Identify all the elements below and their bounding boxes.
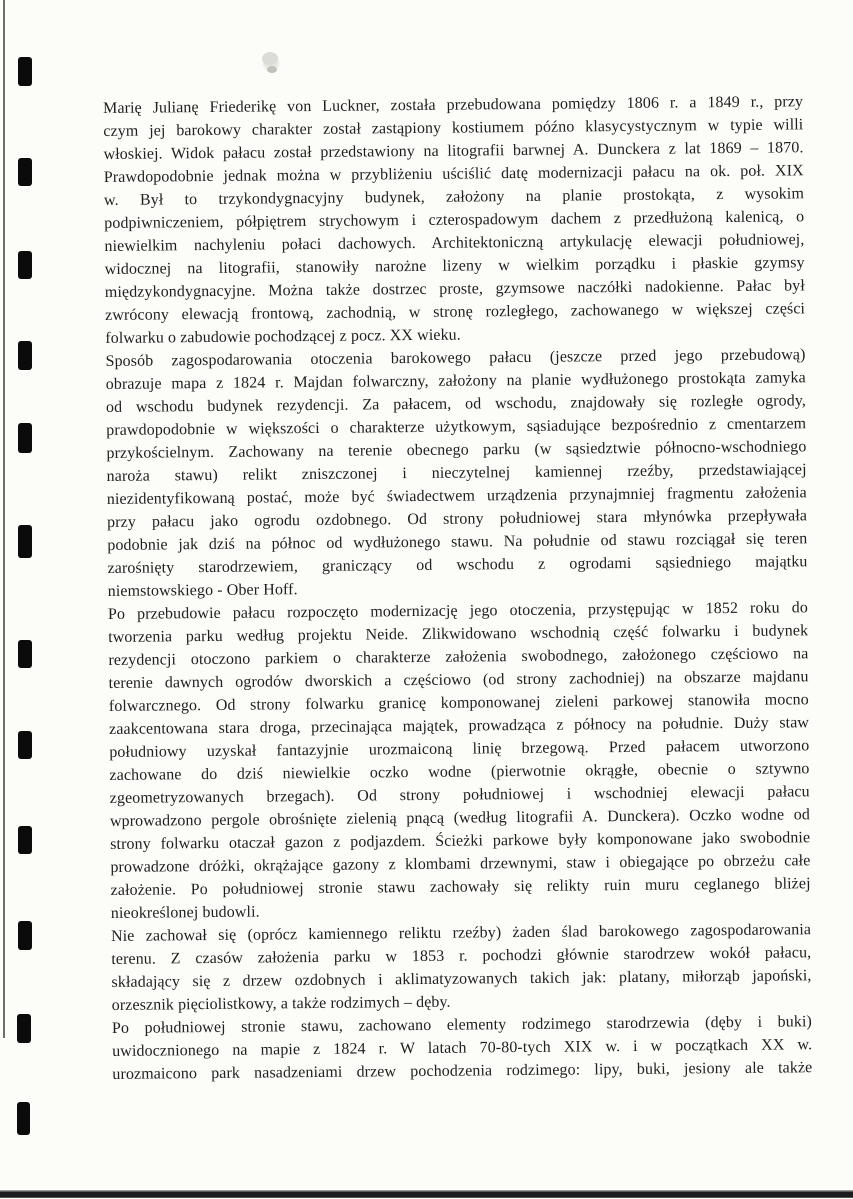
text-line: przy pałacu jako ogrodu ozdobnego. Od strony południowej stara młynówka przepływała <box>107 507 808 531</box>
text-line: podpiwniczeniem, półpiętrem strychowym i czterospadowym dachem z przedłużoną kalenicą, o <box>104 208 805 232</box>
text-line: folwarku o zabudowie pochodzącej z pocz. XX wieku. <box>105 326 461 347</box>
text-line: czym jej barokowy charakter został zastąpiony kostiumem późno klasycystycznym w typie willi <box>103 116 804 140</box>
text-line: wprowadzono pergole obrośnięte zielenią pnącą (według litografii A. Dunckera). Oczko wodne od <box>109 806 811 830</box>
text-line: orzesznik pięciolistkowy, a także rodzimych – dęby. <box>111 993 451 1014</box>
binding-mark <box>17 1102 30 1135</box>
text-line: zgeometryzowanych brzegach). Od strony południowej i wschodniej elewacji pałacu <box>109 783 810 807</box>
text-line: Marię Julianę Friederikę von Luckner, została przebudowana pomiędzy 1806 r. a 1849 r., przy <box>103 93 804 117</box>
text-line: prowadzone dróżki, okrążające gazony z klombami drzewnymi, staw i obiegające po obrzeżu całe <box>110 852 811 876</box>
text-line: strony folwarku otaczał gazon z podjazdem. Ścieżki parkowe były komponowane jako swobodnie <box>110 829 811 853</box>
text-line: niemstowskiego - Ober Hoff. <box>107 581 298 600</box>
scan-left-edge <box>3 0 5 1038</box>
text-line: międzykondygnacyjne. Można także dostrzec proste, gzymsowe naczółki nadokienne. Pałac był <box>104 277 805 301</box>
text-line: niezidentyfikowaną postać, może być świadectwem urządzenia przynajmniej fragmentu założenia <box>106 484 807 508</box>
paragraph <box>108 596 811 925</box>
paragraph <box>112 1010 813 1086</box>
paragraph <box>105 343 807 603</box>
text-line: uwidocznionego na mapie z 1824 r. W latach 70-80-tych XIX w. i w początkach XX w. <box>112 1036 813 1060</box>
text-line: zwrócony elewacją frontową, zachodnią, w stronę rozległego, zachowanego w większej części <box>105 300 806 324</box>
text-line: zarośnięty starodrzewiem, graniczący od wschodu z ogrodami sąsiedniego majątku <box>107 553 808 577</box>
text-line: terenie dawnych ogrodów dworskich a częściowo (od strony zachodniej) na obszarze majdanu <box>108 668 809 692</box>
text-line: składający się z drzew ozdobnych i aklimatyzowanych takich jak: platany, miłorząb japoński, <box>111 967 812 991</box>
text-line: folwarcznego. Od strony folwarku granicę komponowanej zieleni parkowej stanowiła mocno <box>108 691 809 715</box>
text-line: od wschodu budynek rezydencji. Za pałacem, od wschodu, znajdowały się rozległe ogrody, <box>105 392 807 416</box>
text-line: zachowane do dziś niewielkie oczko wodne (pierwotnie okrągłe, obecnie o sztywno <box>109 760 810 784</box>
document-text <box>103 90 812 1086</box>
text-line: Prawdopodobnie jednak można w przybliżeniu uściślić datę modernizacji pałacu na ok. poł. XIX <box>103 162 804 186</box>
text-line: założenie. Po południowej stronie stawu zachowały się relikty ruin muru ceglanego bliżej <box>110 875 811 899</box>
binding-mark <box>18 341 32 370</box>
text-line: zaakcentowana stara droga, przecinająca majątek, prowadząca z północy na południe. Duży staw <box>108 714 810 738</box>
scan-smudge <box>262 52 278 65</box>
text-line: urozmaicono park nasadzeniami drzew pochodzenia rodzimego: lipy, buki, jesiony ale także <box>112 1059 813 1083</box>
text-line: widocznej na litografii, stanowiły narożne lizeny w wielkim porządku i płaskie gzymsy <box>104 254 805 278</box>
binding-mark <box>18 640 32 668</box>
binding-mark <box>18 57 32 86</box>
binding-mark <box>17 1014 31 1043</box>
binding-mark <box>18 525 32 558</box>
text-line: Sposób zagospodarowania otoczenia barokowego pałacu (jeszcze przed jego przebudową) <box>105 346 806 370</box>
text-line: tworzenia parku według projektu Neide. Zlikwidowano wschodnią część folwarku i budynek <box>108 622 809 646</box>
text-line: nieokreślonej budowli. <box>110 903 260 922</box>
text-line: Po południowej stronie stawu, zachowano elementy rodzimego starodrzewia (dęby i buki) <box>111 1013 812 1037</box>
text-line: przykościelnym. Zachowany na terenie obecnego parku (w sąsiedztwie północno-wschodniego <box>106 438 807 462</box>
text-line: południowy uzyskał fantazyjnie urozmaiconą linię brzegową. Przed pałacem utworzono <box>109 737 810 761</box>
paragraph <box>103 90 805 350</box>
text-line: naroża stawu) relikt zniszczonej i nieczytelnej kamiennej rzeźby, przedstawiającej <box>106 461 807 485</box>
text-line: Po przebudowie pałacu rozpoczęto modernizację jego otoczenia, przystępując w 1852 roku do <box>107 599 809 623</box>
text-line: w. Był to trzykondygnacyjny budynek, założony na planie prostokąta, z wysokim <box>103 185 805 209</box>
binding-mark <box>18 731 32 759</box>
scan-bottom-edge <box>0 1189 853 1198</box>
binding-mark <box>18 826 32 854</box>
text-line: Nie zachował się (oprócz kamiennego reliktu rzeźby) żaden ślad barokowego zagospodarowania <box>110 921 812 945</box>
text-line: obrazuje mapa z 1824 r. Majdan folwarczny, założony na planie wydłużonego prostokąta zamyka <box>105 369 806 393</box>
binding-mark <box>18 921 32 950</box>
binding-mark <box>18 158 32 186</box>
text-line: terenu. Z czasów założenia parku w 1853 r. pochodzi głównie starodrzew wokół pałacu, <box>111 944 812 968</box>
binding-mark <box>18 423 32 453</box>
text-line: włoskiej. Widok pałacu został przedstawiony na litografii barwnej A. Dunckera z lat 1869 – 1870. <box>103 139 804 163</box>
paragraph <box>111 918 812 1017</box>
text-line: niewielkim nachyleniu połaci dachowych. Architektoniczną artykulację elewacji południowej, <box>104 231 805 255</box>
text-line: rezydencji otoczono parkiem o charakterze założenia swobodnego, założonego częściowo na <box>108 645 809 669</box>
binding-mark <box>18 251 32 279</box>
text-line: podobnie jak dziś na północ od wydłużonego stawu. Na południe od stawu rozciągał się teren <box>107 530 808 554</box>
text-line: prawdopodobnie w większości o charakterze użytkowym, sąsiadujące bezpośrednio z cmentarzem <box>106 415 807 439</box>
